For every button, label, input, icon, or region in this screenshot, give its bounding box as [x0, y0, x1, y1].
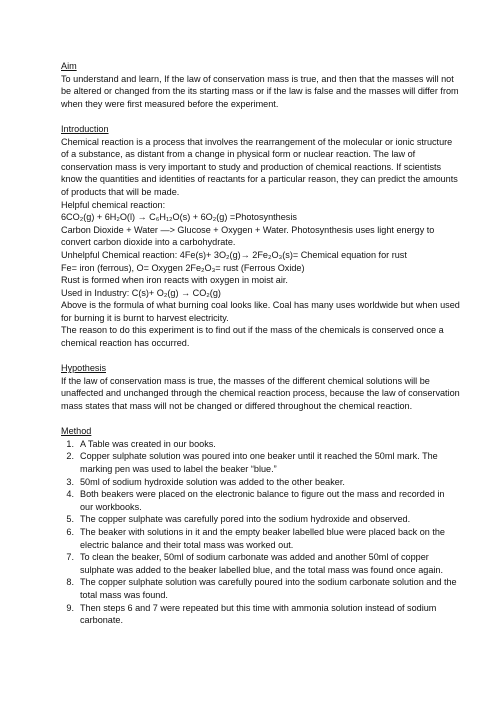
- step-text: The copper sulphate was carefully pored into the sodium hydroxide and observed.: [80, 514, 411, 525]
- step-number: 2.: [66, 451, 74, 462]
- step-text: A Table was created in our books.: [80, 438, 216, 449]
- step-text: 50ml of sodium hydroxide solution was added to the other beaker.: [80, 476, 345, 487]
- photosynthesis-equation: 6CO₂(g) + 6H₂O(l) → C₆H₁₂O(s) + 6O₂(g) =Photosynthesis: [61, 212, 297, 223]
- method-step: [66, 476, 460, 489]
- step-number: 7.: [66, 552, 74, 563]
- intro-line: The reason to do this experiment is to find out if the mass of the chemicals is conserved once a chemical reaction has occurred.: [61, 325, 444, 349]
- method-step: [66, 526, 460, 551]
- introduction-text: Chemical reaction is a process that involves the rearrangement of the molecular or ionic structure of a substance, as distant from a change in physical form or nuclear reaction. The law of conservation mass is very important to study and production of chemical reactions. If scientists know the quantities and identities of reactants for a particular reason, they can predict the amounts of products that will be made.: [61, 136, 458, 197]
- method-step: [66, 450, 460, 475]
- step-number: 3.: [66, 476, 74, 487]
- method-heading: Method: [61, 426, 92, 437]
- method-list: [61, 438, 460, 627]
- intro-line: Rust is formed when iron reacts with oxygen in moist air.: [61, 275, 288, 286]
- intro-line: Fe= iron (ferrous), O= Oxygen 2Fe₂O₃= rust (Ferrous Oxide): [61, 262, 305, 273]
- step-number: 9.: [66, 602, 74, 613]
- section-gap: [61, 350, 460, 363]
- step-text: The copper sulphate solution was carefully poured into the sodium carbonate solution and the total mass was found.: [80, 577, 457, 600]
- method-step: [66, 488, 460, 513]
- method-step: [66, 513, 460, 526]
- coal-equation: Used in Industry: C(s)+ O₂(g) → CO₂(g): [61, 287, 221, 298]
- aim-heading: Aim: [61, 61, 77, 71]
- method-step: [66, 602, 460, 627]
- step-number: 6.: [66, 526, 74, 537]
- aim-text: To understand and learn, If the law of conservation mass is true, and then that the masses will not be altered or changed from the its starting mass or if the law is false and the masses will differ from when they were first measured before the experiment.: [61, 73, 459, 109]
- hypothesis-text: If the law of conservation mass is true, the masses of the different chemical solutions will be unaffected and unchanged through the chemical reaction process, because the law of conservation mass states that mass will not be changed or differed throughout the chemical reaction.: [61, 375, 460, 412]
- method-step: [66, 576, 460, 601]
- section-gap: [61, 110, 460, 123]
- method-step: [66, 438, 460, 451]
- step-number: 8.: [66, 577, 74, 588]
- rust-equation: Unhelpful Chemical reaction: 4Fe(s)+ 3O₂(g)→ 2Fe₂O₃(s)= Chemical equation for rust: [61, 249, 407, 260]
- step-text: To clean the beaker, 50ml of sodium carbonate was added and another 50ml of copper sulphate was added to the beaker labelled blue, and the total mass was found once again.: [80, 552, 443, 575]
- step-text: Both beakers were placed on the electronic balance to figure out the mass and recorded in our workbooks.: [80, 489, 445, 512]
- introduction-heading: Introduction: [61, 123, 109, 134]
- step-number: 1.: [66, 438, 74, 449]
- intro-line: Carbon Dioxide + Water —> Glucose + Oxygen + Water. Photosynthesis uses light energy to convert carbon dioxide into a carbohydrate.: [61, 224, 435, 248]
- intro-line: Helpful chemical reaction:: [61, 199, 166, 210]
- step-text: The beaker with solutions in it and the empty beaker labelled blue were placed back on the electric balance and their total mass was worked out.: [80, 526, 445, 550]
- section-gap: [61, 413, 460, 426]
- hypothesis-heading: Hypothesis: [61, 363, 106, 374]
- method-step: [66, 551, 460, 576]
- step-number: 4.: [66, 489, 74, 500]
- intro-line: Above is the formula of what burning coal looks like. Coal has many uses worldwide but when used for burning it is burnt to harvest electricity.: [61, 300, 460, 323]
- step-text: Copper sulphate solution was poured into one beaker until it reached the 50ml mark. The marking pen was used to label the beaker “blue.”: [80, 451, 438, 474]
- step-text: Then steps 6 and 7 were repeated but this time with ammonia solution instead of sodium carbonate.: [80, 602, 437, 626]
- step-number: 5.: [66, 514, 74, 525]
